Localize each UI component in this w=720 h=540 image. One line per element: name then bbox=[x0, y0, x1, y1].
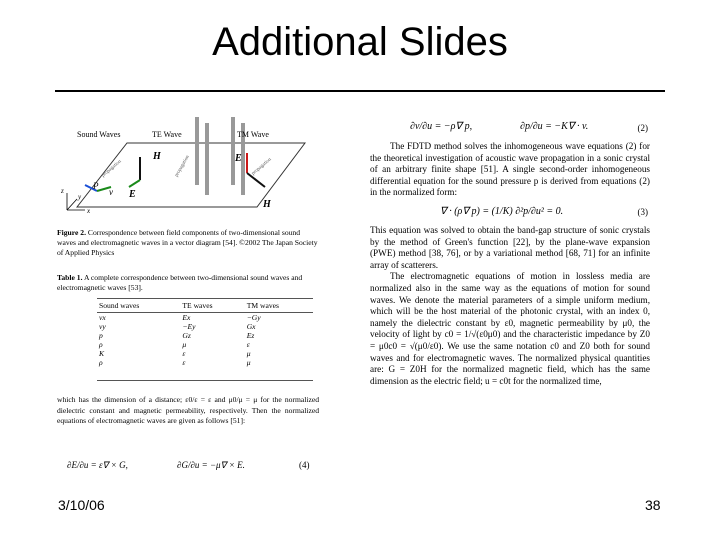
table-cell: μ bbox=[182, 340, 187, 349]
equation-2 bbox=[370, 115, 650, 141]
footer-date: 3/10/06 bbox=[58, 497, 105, 513]
table-header: TM waves bbox=[245, 299, 313, 313]
table-caption bbox=[57, 273, 319, 293]
table-header: TE waves bbox=[180, 299, 244, 313]
fig-label-tm: TM Wave bbox=[237, 130, 269, 139]
left-paragraph: which has the dimension of a distance; ε0/ε = ε and μ0/μ = μ for the normalized dielectric constant and magnetic permeability, respectively. Then the normalized equations of electromagnetic waves are given as follows [51]: bbox=[57, 395, 319, 425]
table-cell: μ bbox=[246, 349, 251, 358]
correspondence-table bbox=[97, 298, 313, 367]
table-cell: vy bbox=[99, 322, 106, 331]
table-cell: Ez bbox=[246, 331, 255, 340]
equation-3 bbox=[370, 199, 650, 225]
table-cell: Ex bbox=[182, 313, 191, 322]
title-divider bbox=[55, 90, 665, 92]
fig-label-z: z bbox=[61, 187, 64, 195]
figure-caption-label: Figure 2. bbox=[57, 228, 86, 237]
equation-4b: ∂G/∂u = −μ∇ × E. bbox=[177, 460, 245, 470]
fig-label-prop3: propagation bbox=[251, 157, 273, 177]
wave-diagram bbox=[57, 115, 319, 225]
table-row bbox=[97, 331, 313, 340]
fig-label-prop1: propagation bbox=[101, 159, 123, 179]
equation-4-number: (4) bbox=[299, 460, 310, 470]
table-cell: Gx bbox=[246, 322, 256, 331]
slide-title: Additional Slides bbox=[212, 20, 508, 64]
fig-label-p: P bbox=[93, 181, 99, 191]
table-bottom-rule bbox=[97, 380, 313, 381]
fig-label-sound: Sound Waves bbox=[77, 130, 121, 139]
table-cell: K bbox=[99, 349, 105, 358]
table-header-row bbox=[97, 299, 313, 313]
fig-label-v: v bbox=[109, 187, 113, 197]
equation-3-text: ∇ · (ρ∇ p) = (1/K) ∂²p/∂u² = 0. bbox=[440, 205, 564, 217]
table-cell: −Ey bbox=[182, 322, 196, 331]
fig-label-h2: H bbox=[263, 199, 271, 210]
table-row bbox=[97, 358, 313, 367]
paragraph-electromagnetic: The electromagnetic equations of motion in lossless media are normalized also in the same way as the equations of motion for sound waves. We denote the material parameters of a simple uniform medium, which will be the host material of the photonic crystal, with an index 0, namely the dielectric constant by ε0, magnetic permeability by μ0, the velocity of light by c0 = 1/√(ε0μ0) and the characteristic impedance by Z0 = μ0c0 = √(μ0/ε0). We use the same notation c0 and Z0 both for sound waves and for electromagnetic waves. The normalized physical quantities are: G = Z0H for the normalized magnetic field, which has the same dimension as the electric field; u = c0t for the normalized time, bbox=[370, 271, 650, 386]
table-cell: ρ bbox=[99, 340, 103, 349]
equation-2-number: (2) bbox=[637, 123, 648, 133]
figure-caption bbox=[57, 228, 319, 258]
equation-4a: ∂E/∂u = ε∇ × G, bbox=[67, 460, 128, 470]
fig-label-e1: E bbox=[129, 189, 136, 200]
equation-3-number: (3) bbox=[637, 206, 648, 217]
table-row bbox=[97, 322, 313, 331]
fig-label-y: y bbox=[78, 193, 82, 201]
table-cell: ρ bbox=[99, 358, 103, 367]
table-cell: p bbox=[99, 331, 103, 340]
equation-2b: ∂p/∂u = −K∇ · v. bbox=[520, 121, 589, 132]
equation-2a: ∂v/∂u = −ρ∇ p, bbox=[410, 121, 473, 132]
table-cell: vx bbox=[99, 313, 106, 322]
paragraph-fdtd: The FDTD method solves the inhomogeneous wave equations (2) for the theoretical investigation of acoustic wave propagation in a sonic crystal of an arbitrary finite shape [51]. A single second-order inhomogeneous differential equation for the sound pressure p is derived from equations (2) in the normalized form: bbox=[370, 141, 650, 198]
table-cell: ε bbox=[246, 340, 250, 349]
table-cell: μ bbox=[246, 358, 251, 367]
table-cell: ε bbox=[182, 349, 186, 358]
table-header: Sound waves bbox=[97, 299, 180, 313]
table-cell: −Gy bbox=[246, 313, 261, 322]
table-caption-label: Table 1. bbox=[57, 273, 83, 282]
table-cell: ε bbox=[182, 358, 186, 367]
table-row bbox=[97, 340, 313, 349]
table-cell: Gz bbox=[182, 331, 191, 340]
table-caption-text: A complete correspondence between two-dimensional sound waves and electromagnetic waves [53]. bbox=[57, 273, 303, 292]
fig-label-x: x bbox=[87, 207, 91, 215]
fig-label-e2: E bbox=[235, 153, 242, 164]
paragraph-band-gap: This equation was solved to obtain the band-gap structure of sonic crystals by the method of Green's function [22], by the plane-wave expansion (PWE) method [38, 76], or by a variational method [68, 71] for an infinite array of scatterers. bbox=[370, 224, 650, 270]
figure-caption-text: Correspondence between field components of two-dimensional sound waves and electromagnetic waves in a vector diagram [54]. ©2002 The Japan Society of Applied Physics bbox=[57, 228, 318, 257]
fig-label-te: TE Wave bbox=[152, 130, 182, 139]
table-row bbox=[97, 349, 313, 358]
right-column bbox=[370, 115, 650, 387]
table-row bbox=[97, 313, 313, 323]
page-number: 38 bbox=[645, 497, 661, 513]
fig-label-prop2: propagation bbox=[174, 154, 191, 178]
fig-label-h1: H bbox=[153, 151, 161, 162]
